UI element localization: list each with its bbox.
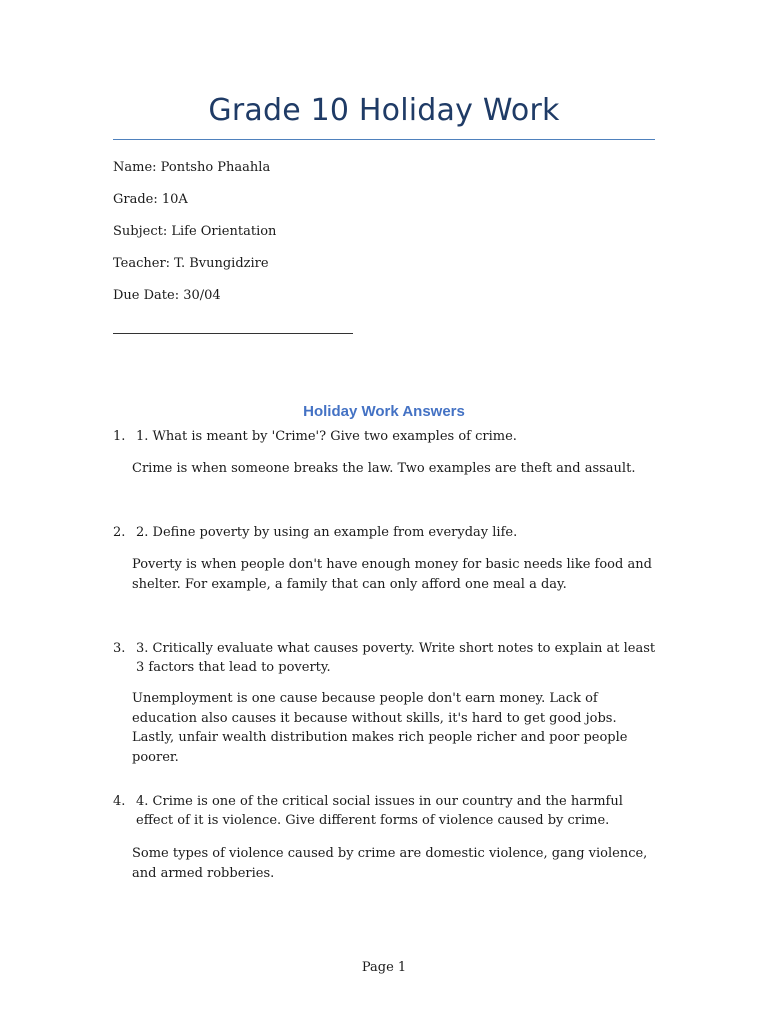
question-text: 1. What is meant by 'Crime'? Give two examples of crime. [136,429,517,444]
answer-text: Unemployment is one cause because people don't earn money. Lack of education also causes it because without skills, it's hard to get good jobs. Lastly, unfair wealth distribution makes rich people richer and poor people poorer. [132,691,628,765]
question-number: 2. [113,525,126,540]
answer-text: Crime is when someone breaks the law. Two examples are theft and assault. [132,461,636,476]
question-number: 1. [113,429,126,444]
due-date-line: Due Date: 30/04 [113,288,221,303]
question-text: 3. Critically evaluate what causes poverty. Write short notes to explain at least 3 factors that lead to poverty. [136,641,656,675]
question-number: 3. [113,641,126,656]
title-divider [113,139,655,140]
question-text: 4. Crime is one of the critical social issues in our country and the harmful effect of it is violence. Give different forms of violence caused by crime. [136,794,623,828]
grade-line: Grade: 10A [113,192,188,207]
page-number-footer: Page 1 [361,960,407,975]
student-name-line: Name: Pontsho Phaahla [113,160,271,175]
answer-text: Some types of violence caused by crime are domestic violence, gang violence, and armed robberies. [132,846,648,881]
section-heading: Holiday Work Answers [303,403,465,420]
question-text: 2. Define poverty by using an example from everyday life. [136,525,518,540]
answer-text: Poverty is when people don't have enough money for basic needs like food and shelter. For example, a family that can only afford one meal a day. [132,557,652,592]
subject-line: Subject: Life Orientation [113,224,277,239]
question-number: 4. [113,794,126,809]
document-title: Grade 10 Holiday Work [208,93,560,128]
signature-underline [113,333,353,334]
teacher-line: Teacher: T. Bvungidzire [113,256,269,271]
